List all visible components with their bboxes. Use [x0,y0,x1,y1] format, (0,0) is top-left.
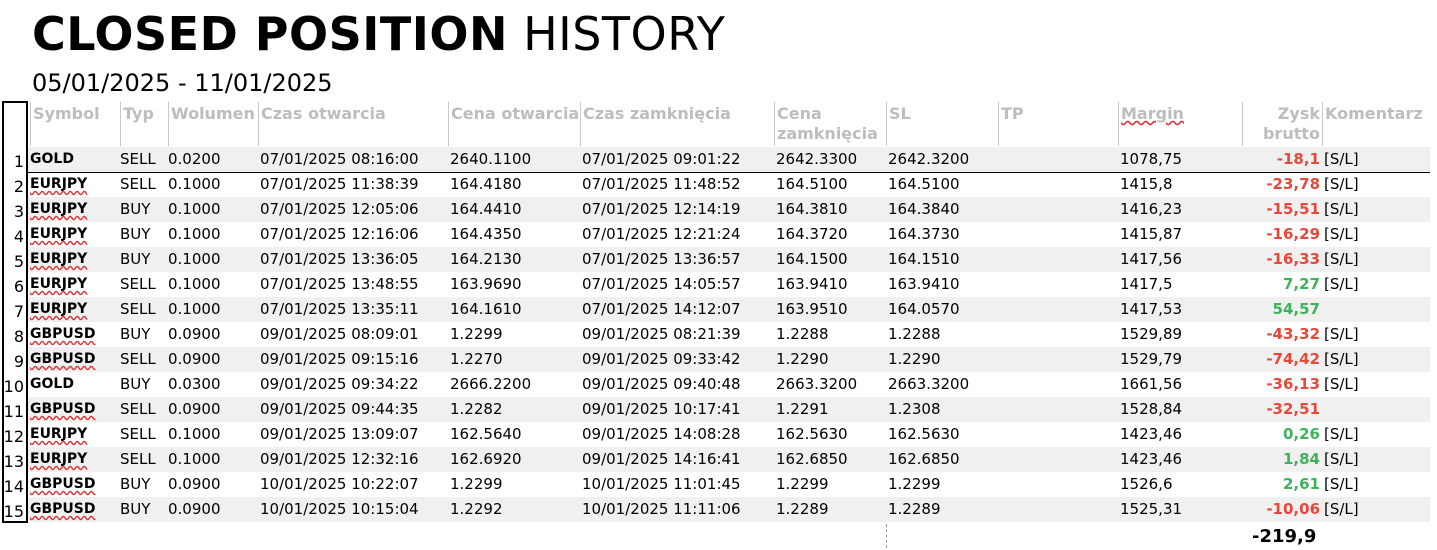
cell-komentarz: [S/L] [1324,425,1359,443]
table-row[interactable] [28,497,1430,522]
header-cena-zamkniecia[interactable]: Cena zamknięcia [774,102,886,146]
cell-czas-zamkniecia: 07/01/2025 14:12:07 [582,300,741,318]
cell-czas-otwarcia: 07/01/2025 13:48:55 [260,275,419,293]
page-title [32,6,725,62]
table-row[interactable] [28,197,1430,222]
cell-cena-otwarcia: 164.4180 [450,175,522,193]
row-number: 9 [13,352,24,371]
cell-sl: 164.3730 [888,225,960,243]
cell-wolumen: 0.0900 [168,475,221,493]
cell-symbol: GOLD [30,376,74,392]
cell-margin: 1415,8 [1120,175,1173,193]
cell-cena-otwarcia: 1.2299 [450,475,503,493]
cell-czas-zamkniecia: 07/01/2025 13:36:57 [582,250,741,268]
cell-czas-otwarcia: 10/01/2025 10:15:04 [260,500,419,518]
cell-typ: SELL [120,300,156,318]
row-number: 1 [13,152,24,171]
cell-tp [1000,347,1120,372]
cell-cena-zamkniecia: 1.2289 [776,500,829,518]
cell-wolumen: 0.0900 [168,325,221,343]
cell-tp [1000,197,1120,222]
cell-zysk: 1,84 [1282,450,1320,468]
header-margin[interactable] [1118,102,1242,146]
table-row[interactable] [28,297,1430,322]
table-row[interactable] [28,397,1430,422]
cell-tp [1000,297,1120,322]
cell-typ: BUY [120,325,151,343]
cell-czas-zamkniecia: 10/01/2025 11:11:06 [582,500,741,518]
cell-margin: 1423,46 [1120,425,1183,443]
cell-wolumen: 0.1000 [168,175,221,193]
table-row[interactable] [28,447,1430,472]
cell-czas-zamkniecia: 07/01/2025 12:21:24 [582,225,741,243]
cell-tp [1000,472,1120,497]
cell-cena-zamkniecia: 162.5630 [776,425,848,443]
cell-czas-otwarcia: 09/01/2025 12:32:16 [260,450,419,468]
cell-cena-otwarcia: 164.4350 [450,225,522,243]
cell-symbol: GOLD [30,151,74,167]
header-typ[interactable]: Typ [120,102,168,146]
cell-sl: 2642.3200 [888,150,970,168]
cell-czas-otwarcia: 09/01/2025 09:44:35 [260,400,419,418]
row-number: 10 [3,377,24,396]
cell-zysk: -43,32 [1266,325,1320,343]
cell-wolumen: 0.1000 [168,275,221,293]
cell-sl: 164.0570 [888,300,960,318]
cell-tp [1000,447,1120,472]
cell-symbol: EURJPY [30,176,88,192]
cell-czas-otwarcia: 09/01/2025 13:09:07 [260,425,419,443]
cell-tp [1000,247,1120,272]
cell-komentarz: [S/L] [1324,350,1359,368]
cell-symbol: GBPUSD [30,501,96,517]
header-tp[interactable]: TP [998,102,1118,146]
row-number: 3 [13,202,24,221]
cell-komentarz: [S/L] [1324,275,1359,293]
cell-tp [1000,372,1120,397]
cell-cena-zamkniecia: 1.2291 [776,400,829,418]
cell-tp [1000,147,1120,172]
cell-cena-otwarcia: 2640.1100 [450,150,532,168]
row-number: 13 [3,452,24,471]
cell-czas-otwarcia: 07/01/2025 13:36:05 [260,250,419,268]
table-row[interactable] [28,422,1430,447]
cell-wolumen: 0.1000 [168,200,221,218]
cell-margin: 1415,87 [1120,225,1183,243]
cell-zysk: -32,51 [1266,400,1320,418]
cell-margin: 1526,6 [1120,475,1173,493]
title-normal: HISTORY [523,7,726,61]
cell-komentarz: [S/L] [1324,475,1359,493]
header-wolumen[interactable]: Wolumen [168,102,258,146]
row-number: 14 [3,477,24,496]
cell-sl: 1.2308 [888,400,941,418]
header-czas-zamkniecia[interactable]: Czas zamknięcia [580,102,774,146]
cell-czas-otwarcia: 09/01/2025 08:09:01 [260,325,419,343]
cell-czas-zamkniecia: 07/01/2025 11:48:52 [582,175,741,193]
row-number: 11 [3,402,24,421]
cell-zysk: -16,29 [1266,225,1320,243]
cell-symbol: GBPUSD [30,351,96,367]
cell-symbol: EURJPY [30,301,88,317]
table-row[interactable] [28,272,1430,297]
cell-sl: 162.5630 [888,425,960,443]
cell-cena-zamkniecia: 163.9510 [776,300,848,318]
cell-czas-zamkniecia: 07/01/2025 12:14:19 [582,200,741,218]
cell-wolumen: 0.0300 [168,375,221,393]
table-row[interactable] [28,472,1430,497]
cell-zysk: -15,51 [1266,200,1320,218]
cell-cena-zamkniecia: 164.5100 [776,175,848,193]
row-number: 7 [13,302,24,321]
cell-margin: 1529,89 [1120,325,1183,343]
table-row[interactable] [28,247,1430,272]
cell-symbol: GBPUSD [30,476,96,492]
cell-cena-zamkniecia: 164.3810 [776,200,848,218]
cell-komentarz: [S/L] [1324,200,1359,218]
cell-wolumen: 0.0200 [168,150,221,168]
cell-wolumen: 0.1000 [168,250,221,268]
cell-komentarz: [S/L] [1324,250,1359,268]
cell-czas-otwarcia: 07/01/2025 12:05:06 [260,200,419,218]
cell-komentarz: [S/L] [1324,375,1359,393]
cell-margin: 1525,31 [1120,500,1183,518]
cell-tp [1000,222,1120,247]
cell-margin: 1417,56 [1120,250,1183,268]
cell-komentarz [1324,397,1430,422]
cell-cena-zamkniecia: 164.1500 [776,250,848,268]
table-row[interactable] [28,172,1430,197]
cell-cena-zamkniecia: 1.2288 [776,325,829,343]
cell-czas-zamkniecia: 10/01/2025 11:01:45 [582,475,741,493]
cell-margin: 1078,75 [1120,150,1183,168]
cell-margin: 1529,79 [1120,350,1183,368]
title-bold: CLOSED POSITION [32,7,508,61]
cell-sl: 1.2289 [888,500,941,518]
column-divider [886,524,887,548]
cell-cena-zamkniecia: 1.2299 [776,475,829,493]
cell-tp [1000,272,1120,297]
cell-czas-zamkniecia: 09/01/2025 10:17:41 [582,400,741,418]
cell-komentarz: [S/L] [1324,225,1359,243]
table-row[interactable] [28,347,1430,372]
row-number: 8 [13,327,24,346]
cell-margin: 1417,53 [1120,300,1183,318]
table-row[interactable] [28,222,1430,247]
cell-czas-zamkniecia: 09/01/2025 14:16:41 [582,450,741,468]
cell-komentarz: [S/L] [1324,150,1359,168]
cell-symbol: EURJPY [30,251,88,267]
cell-symbol: EURJPY [30,201,88,217]
cell-komentarz [1324,297,1430,322]
header-czas-otwarcia[interactable]: Czas otwarcia [258,102,448,146]
table-row[interactable] [28,372,1430,397]
cell-margin: 1528,84 [1120,400,1183,418]
cell-margin: 1661,56 [1120,375,1183,393]
cell-komentarz: [S/L] [1324,325,1359,343]
cell-sl: 2663.3200 [888,375,970,393]
cell-czas-zamkniecia: 09/01/2025 08:21:39 [582,325,741,343]
header-sl[interactable]: SL [886,102,998,146]
cell-czas-otwarcia: 10/01/2025 10:22:07 [260,475,419,493]
cell-typ: BUY [120,225,151,243]
header-zysk-brutto[interactable]: Zysk brutto [1242,102,1322,146]
cell-sl: 163.9410 [888,275,960,293]
header-margin-label: Margin [1121,104,1184,123]
header-komentarz[interactable]: Komentarz [1322,102,1430,146]
cell-komentarz: [S/L] [1324,175,1359,193]
cell-typ: SELL [120,275,156,293]
date-range: 05/01/2025 - 11/01/2025 [32,69,333,97]
cell-czas-otwarcia: 07/01/2025 11:38:39 [260,175,419,193]
cell-symbol: GBPUSD [30,401,96,417]
cell-typ: BUY [120,375,151,393]
cell-symbol: GBPUSD [30,326,96,342]
cell-zysk: 54,57 [1272,300,1320,318]
cell-sl: 164.1510 [888,250,960,268]
header-cena-otwarcia[interactable]: Cena otwarcia [448,102,580,146]
cell-komentarz: [S/L] [1324,450,1359,468]
cell-czas-otwarcia: 09/01/2025 09:15:16 [260,350,419,368]
cell-cena-otwarcia: 1.2270 [450,350,503,368]
cell-wolumen: 0.0900 [168,400,221,418]
cell-typ: SELL [120,175,156,193]
cell-cena-otwarcia: 164.1610 [450,300,522,318]
cell-cena-otwarcia: 1.2299 [450,325,503,343]
table-row[interactable] [28,147,1430,173]
cell-cena-otwarcia: 1.2292 [450,500,503,518]
cell-sl: 1.2299 [888,475,941,493]
cell-margin: 1423,46 [1120,450,1183,468]
cell-tp [1000,172,1120,197]
cell-typ: SELL [120,400,156,418]
cell-wolumen: 0.1000 [168,425,221,443]
cell-typ: BUY [120,200,151,218]
cell-komentarz: [S/L] [1324,500,1359,518]
cell-zysk: 2,61 [1282,475,1320,493]
cell-typ: SELL [120,150,156,168]
row-number: 4 [13,227,24,246]
cell-cena-otwarcia: 162.5640 [450,425,522,443]
row-number: 6 [13,277,24,296]
cell-margin: 1416,23 [1120,200,1183,218]
cell-margin: 1417,5 [1120,275,1173,293]
cell-typ: SELL [120,425,156,443]
cell-symbol: EURJPY [30,426,88,442]
cell-zysk: -10,06 [1266,500,1320,518]
cell-wolumen: 0.0900 [168,500,221,518]
cell-czas-otwarcia: 09/01/2025 09:34:22 [260,375,419,393]
cell-zysk: -16,33 [1266,250,1320,268]
row-number: 2 [13,177,24,196]
cell-tp [1000,322,1120,347]
cell-typ: BUY [120,250,151,268]
row-number: 12 [3,427,24,446]
cell-cena-zamkniecia: 2663.3200 [776,375,858,393]
row-number: 5 [13,252,24,271]
cell-zysk: 0,26 [1282,425,1320,443]
cell-sl: 162.6850 [888,450,960,468]
row-number-column [2,101,28,523]
cell-tp [1000,397,1120,422]
cell-tp [1000,422,1120,447]
cell-czas-otwarcia: 07/01/2025 08:16:00 [260,150,419,168]
cell-cena-otwarcia: 164.4410 [450,200,522,218]
cell-cena-zamkniecia: 162.6850 [776,450,848,468]
header-symbol[interactable]: Symbol [30,102,120,146]
cell-czas-zamkniecia: 07/01/2025 14:05:57 [582,275,741,293]
cell-typ: BUY [120,500,151,518]
cell-symbol: EURJPY [30,451,88,467]
cell-czas-otwarcia: 07/01/2025 13:35:11 [260,300,419,318]
cell-cena-zamkniecia: 2642.3300 [776,150,858,168]
cell-typ: SELL [120,350,156,368]
cell-cena-otwarcia: 163.9690 [450,275,522,293]
cell-wolumen: 0.1000 [168,300,221,318]
cell-cena-otwarcia: 1.2282 [450,400,503,418]
cell-sl: 1.2290 [888,350,941,368]
cell-cena-otwarcia: 162.6920 [450,450,522,468]
cell-zysk: 7,27 [1282,275,1320,293]
cell-symbol: EURJPY [30,276,88,292]
cell-cena-zamkniecia: 1.2290 [776,350,829,368]
cell-sl: 164.5100 [888,175,960,193]
cell-zysk: -74,42 [1266,350,1320,368]
cell-tp [1000,497,1120,522]
cell-zysk: -18,1 [1276,150,1320,168]
cell-cena-zamkniecia: 163.9410 [776,275,848,293]
cell-cena-otwarcia: 2666.2200 [450,375,532,393]
cell-typ: BUY [120,475,151,493]
total-zysk: -219,9 [1252,526,1317,547]
cell-cena-otwarcia: 164.2130 [450,250,522,268]
cell-czas-zamkniecia: 07/01/2025 09:01:22 [582,150,741,168]
cell-cena-zamkniecia: 164.3720 [776,225,848,243]
cell-czas-otwarcia: 07/01/2025 12:16:06 [260,225,419,243]
cell-wolumen: 0.1000 [168,450,221,468]
cell-czas-zamkniecia: 09/01/2025 09:33:42 [582,350,741,368]
cell-zysk: -23,78 [1266,175,1320,193]
table-row[interactable] [28,322,1430,347]
cell-czas-zamkniecia: 09/01/2025 09:40:48 [582,375,741,393]
cell-czas-zamkniecia: 09/01/2025 14:08:28 [582,425,741,443]
cell-zysk: -36,13 [1266,375,1320,393]
cell-wolumen: 0.1000 [168,225,221,243]
cell-wolumen: 0.0900 [168,350,221,368]
cell-sl: 164.3840 [888,200,960,218]
row-number: 15 [3,502,24,521]
cell-symbol: EURJPY [30,226,88,242]
cell-sl: 1.2288 [888,325,941,343]
cell-typ: SELL [120,450,156,468]
